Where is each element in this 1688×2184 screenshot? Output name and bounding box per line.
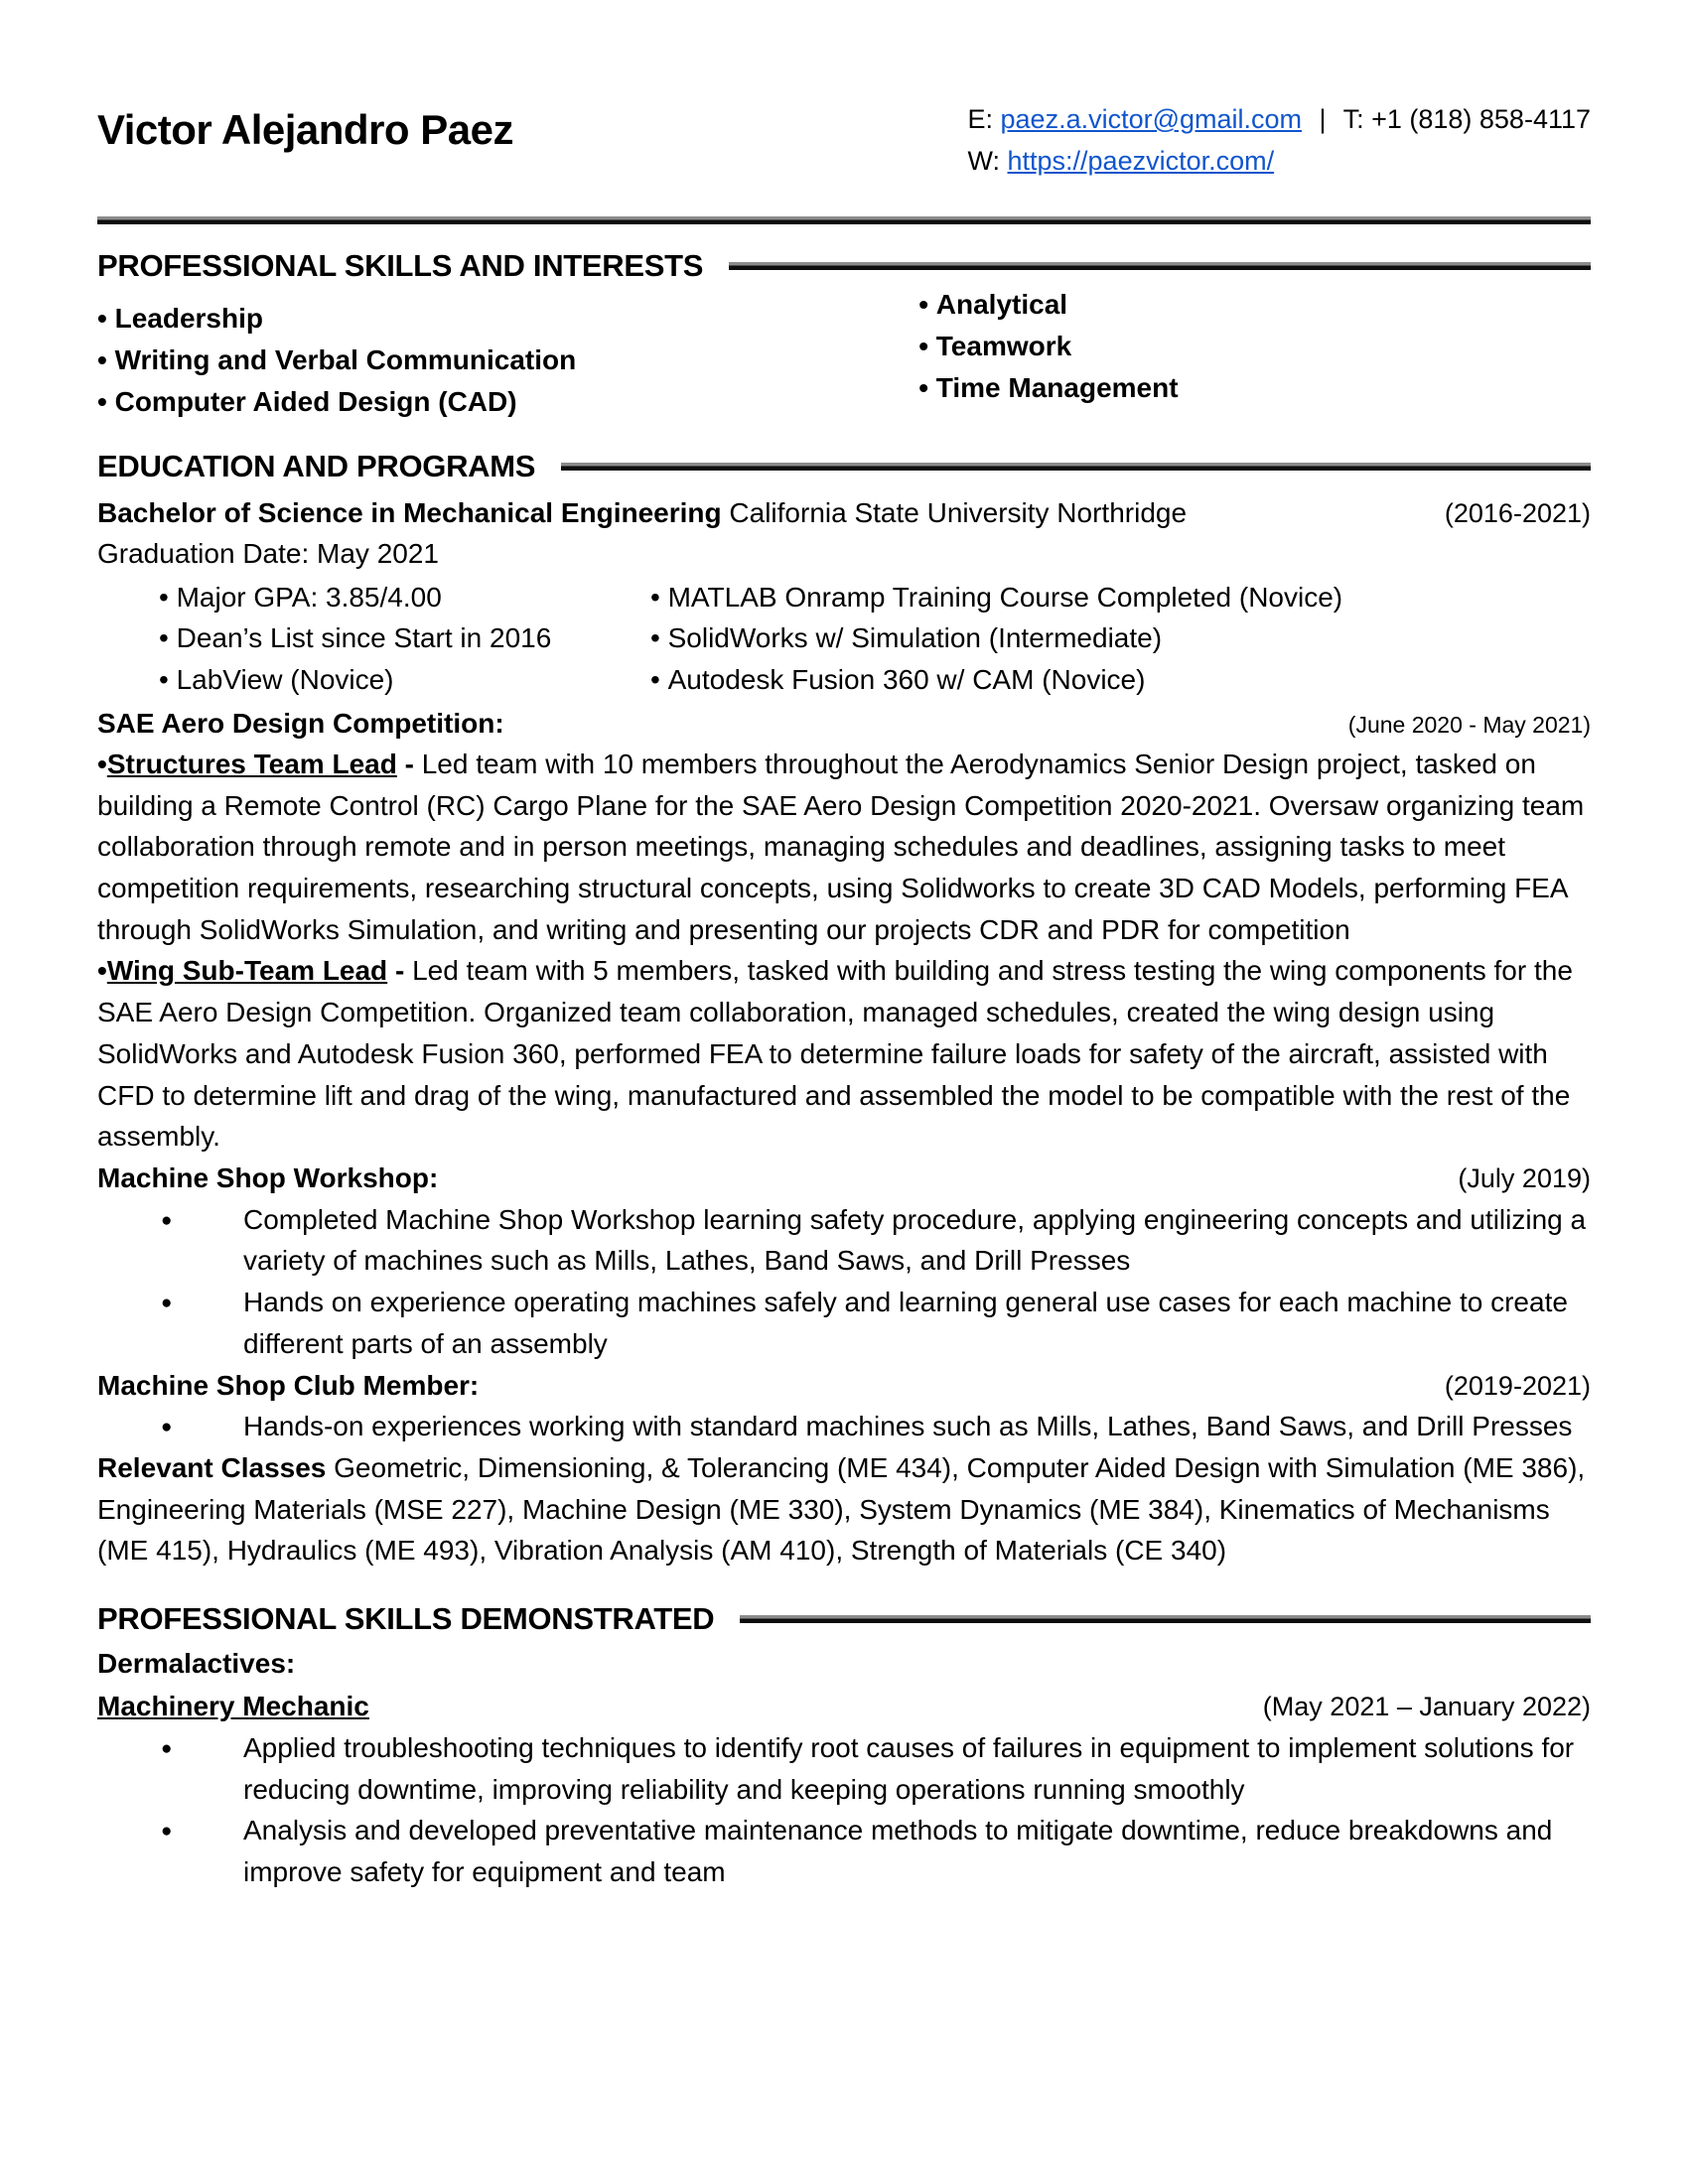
section-divider bbox=[561, 463, 1591, 471]
relevant-classes-label: Relevant Classes bbox=[97, 1452, 327, 1483]
list-item: • Autodesk Fusion 360 w/ CAM (Novice) bbox=[650, 659, 1342, 701]
role-description: Led team with 5 members, tasked with building and stress testing the wing components for the SAE Aero Design Competition. Organized team collaboration, managed schedules, created the wing design using SolidWorks and Autodesk Fusion 360, performed FEA to determine failure loads for safety of the aircraft, assisted with CFD to determine lift and drag of the wing, manufactured and assembled the model to be compatible with the rest of the assembly. bbox=[97, 955, 1573, 1153]
relevant-classes-paragraph bbox=[97, 1447, 1591, 1571]
degree-line bbox=[97, 492, 1591, 534]
education-bullets bbox=[97, 577, 1591, 701]
degree-dates: (2016-2021) bbox=[1444, 497, 1591, 528]
role-separator: - bbox=[396, 748, 422, 779]
role-name: Wing Sub-Team Lead bbox=[106, 955, 388, 987]
sae-title: SAE Aero Design Competition: bbox=[97, 707, 504, 739]
list-item: ● Hands on experience operating machines safely and learning general use cases for each machine to create different parts of an assembly bbox=[159, 1282, 1591, 1364]
workshop-bullets bbox=[159, 1199, 1591, 1365]
company-name: Dermalactives: bbox=[97, 1648, 296, 1680]
sae-heading-line bbox=[97, 703, 1591, 744]
school-name: California State University Northridge bbox=[729, 496, 1188, 528]
list-item: • Dean’s List since Start in 2016 bbox=[159, 617, 650, 659]
list-item: • Teamwork bbox=[918, 326, 1178, 367]
list-item: • Computer Aided Design (CAD) bbox=[97, 381, 918, 423]
contact-separator: | bbox=[1319, 104, 1327, 134]
header bbox=[97, 99, 1591, 183]
workshop-dates: (July 2019) bbox=[1458, 1163, 1591, 1194]
list-item: ● Completed Machine Shop Workshop learning safety procedure, applying engineering concepts and utilizing a variety of machines such as Mills, Lathes, Band Saws, and Drill Presses bbox=[159, 1199, 1591, 1282]
workshop-heading-line bbox=[97, 1158, 1591, 1199]
section-education-heading bbox=[97, 449, 1591, 484]
contact-line-website bbox=[967, 141, 1591, 183]
section-skills-heading bbox=[97, 248, 1591, 284]
skills-columns bbox=[97, 288, 1591, 423]
list-item: • SolidWorks w/ Simulation (Intermediate) bbox=[650, 617, 1342, 659]
club-dates: (2019-2021) bbox=[1444, 1370, 1591, 1401]
section-title-education: EDUCATION AND PROGRAMS bbox=[97, 448, 536, 483]
skills-column-left bbox=[97, 298, 918, 423]
list-item: • Time Management bbox=[918, 367, 1178, 409]
list-item: • Analytical bbox=[918, 284, 1178, 326]
job-dates: (May 2021 – January 2022) bbox=[1262, 1692, 1591, 1722]
list-item: ● Applied troubleshooting techniques to identify root causes of failures in equipment to implement solutions for reducing downtime, improving reliability and keeping operations running smoothly bbox=[159, 1727, 1591, 1810]
education-bullets-left bbox=[159, 577, 650, 701]
list-item: • Writing and Verbal Communication bbox=[97, 340, 918, 381]
header-divider bbox=[97, 216, 1591, 224]
section-divider bbox=[740, 1615, 1591, 1623]
contact-line-email bbox=[967, 99, 1591, 141]
website-link[interactable]: https://paezvictor.com/ bbox=[1007, 145, 1275, 176]
list-item: ● Analysis and developed preventative maintenance methods to mitigate downtime, reduce breakdowns and improve safety for equipment and team bbox=[159, 1810, 1591, 1892]
section-title-demonstrated: PROFESSIONAL SKILLS DEMONSTRATED bbox=[97, 1601, 715, 1637]
workshop-title: Machine Shop Workshop: bbox=[97, 1162, 439, 1194]
email-link[interactable]: paez.a.victor@gmail.com bbox=[1000, 104, 1303, 134]
education-bullets-right bbox=[650, 577, 1342, 701]
role-name: Structures Team Lead bbox=[106, 748, 397, 779]
list-item: ● Hands-on experiences working with standard machines such as Mills, Lathes, Band Saws, and Drill Presses bbox=[159, 1406, 1591, 1447]
page-title: Victor Alejandro Paez bbox=[97, 106, 513, 153]
club-bullets bbox=[159, 1406, 1591, 1447]
club-heading-line bbox=[97, 1365, 1591, 1407]
club-title: Machine Shop Club Member: bbox=[97, 1369, 480, 1401]
role-separator: - bbox=[387, 955, 413, 987]
job-title: Machinery Mechanic bbox=[97, 1691, 369, 1722]
website-label: W: bbox=[967, 145, 1000, 176]
structures-team-lead-paragraph bbox=[97, 744, 1591, 951]
phone-text: T: +1 (818) 858-4117 bbox=[1342, 104, 1591, 134]
skills-column-right bbox=[918, 284, 1178, 409]
email-label: E: bbox=[967, 104, 993, 134]
list-item: • MATLAB Onramp Training Course Completed (Novice) bbox=[650, 577, 1342, 618]
section-title-skills: PROFESSIONAL SKILLS AND INTERESTS bbox=[97, 247, 704, 283]
job-bullets bbox=[159, 1727, 1591, 1893]
degree-name: Bachelor of Science in Mechanical Engineering bbox=[97, 496, 722, 528]
list-item: • LabView (Novice) bbox=[159, 659, 650, 701]
section-divider bbox=[729, 262, 1591, 270]
list-item: • Leadership bbox=[97, 298, 918, 340]
list-item: • Major GPA: 3.85/4.00 bbox=[159, 577, 650, 618]
role-description: Led team with 10 members throughout the Aerodynamics Senior Design project, tasked on building a Remote Control (RC) Cargo Plane for the SAE Aero Design Competition 2020-2021. Oversaw organizing team collaboration through remote and in person meetings, managing schedules and deadlines, assigning tasks to meet competition requirements, researching structural concepts, using Solidworks to create 3D CAD Models, performing FEA through SolidWorks Simulation, and writing and presenting our projects CDR and PDR for competition bbox=[97, 748, 1585, 945]
contact-info bbox=[967, 99, 1591, 183]
section-demonstrated-heading bbox=[97, 1601, 1591, 1637]
graduation-date: Graduation Date: May 2021 bbox=[97, 538, 439, 570]
wing-sub-team-lead-paragraph bbox=[97, 950, 1591, 1158]
sae-dates: (June 2020 - May 2021) bbox=[1347, 711, 1591, 738]
role-heading-line bbox=[97, 1686, 1591, 1727]
relevant-classes-list: Geometric, Dimensioning, & Tolerancing (ME 434), Computer Aided Design with Simulation (ME 386), Engineering Materials (MSE 227), Machine Design (ME 330), System Dynamics (ME 384), Kinematics of Mechanisms (ME 415), Hydraulics (ME 493), Vibration Analysis (AM 410), Strength of Materials (CE 340) bbox=[97, 1452, 1586, 1567]
